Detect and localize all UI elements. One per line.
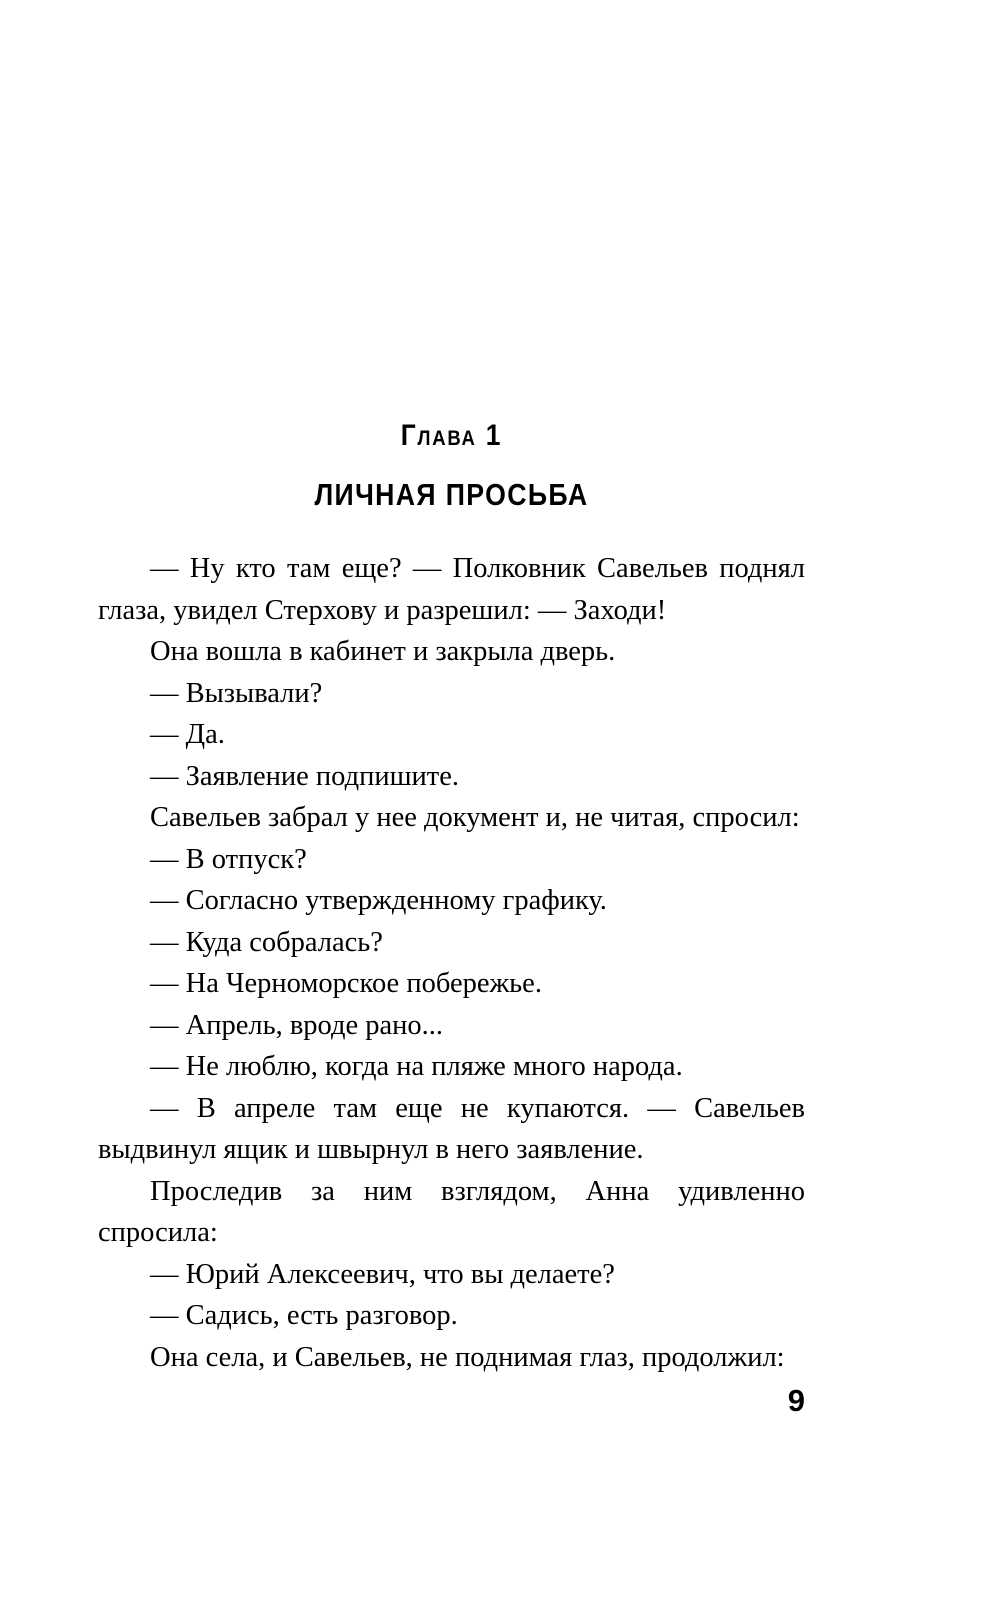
paragraph: — Куда собралась? [150, 926, 383, 958]
paragraph: Савельев забрал у нее документ и, не читая, спросил: [150, 802, 800, 833]
paragraph: — Юрий Алексеевич, что вы делаете? [150, 1258, 615, 1290]
paragraph: Проследив за ним взглядом, Анна удивленно спросила: [98, 1175, 805, 1248]
page-number: 9 [787, 1383, 805, 1418]
paragraph: — Вызывали? [150, 677, 323, 709]
paragraph: — Согласно утвержденному графику. [150, 885, 607, 916]
body-text [98, 548, 805, 1378]
paragraph: — Апрель, вроде рано... [150, 1009, 444, 1041]
paragraph: — В отпуск? [150, 843, 307, 875]
paragraph: — Заявление подпишите. [150, 760, 460, 792]
chapter-title: ЛИЧНАЯ ПРОСЬБА [314, 477, 589, 512]
paragraph: Она села, и Савельев, не поднимая глаз, продолжил: [150, 1341, 785, 1373]
paragraph: — Не люблю, когда на пляже много народа. [150, 1051, 683, 1082]
paragraph: — На Черноморское побережье. [150, 968, 542, 999]
chapter-number: Глава 1 [400, 419, 503, 452]
page-content [98, 418, 805, 1378]
paragraph: Она вошла в кабинет и закрыла дверь. [150, 636, 616, 667]
paragraph: — Ну кто там еще? — Полковник Савельев поднял глаза, увидел Стерхову и разрешил: — Заходи! [98, 553, 805, 626]
chapter-heading [98, 418, 805, 514]
paragraph: — В апреле там еще не купаются. — Савельев выдвинул ящик и швырнул в него заявление. [98, 1092, 805, 1165]
paragraph: — Садись, есть разговор. [150, 1300, 458, 1331]
paragraph: — Да. [150, 719, 225, 750]
